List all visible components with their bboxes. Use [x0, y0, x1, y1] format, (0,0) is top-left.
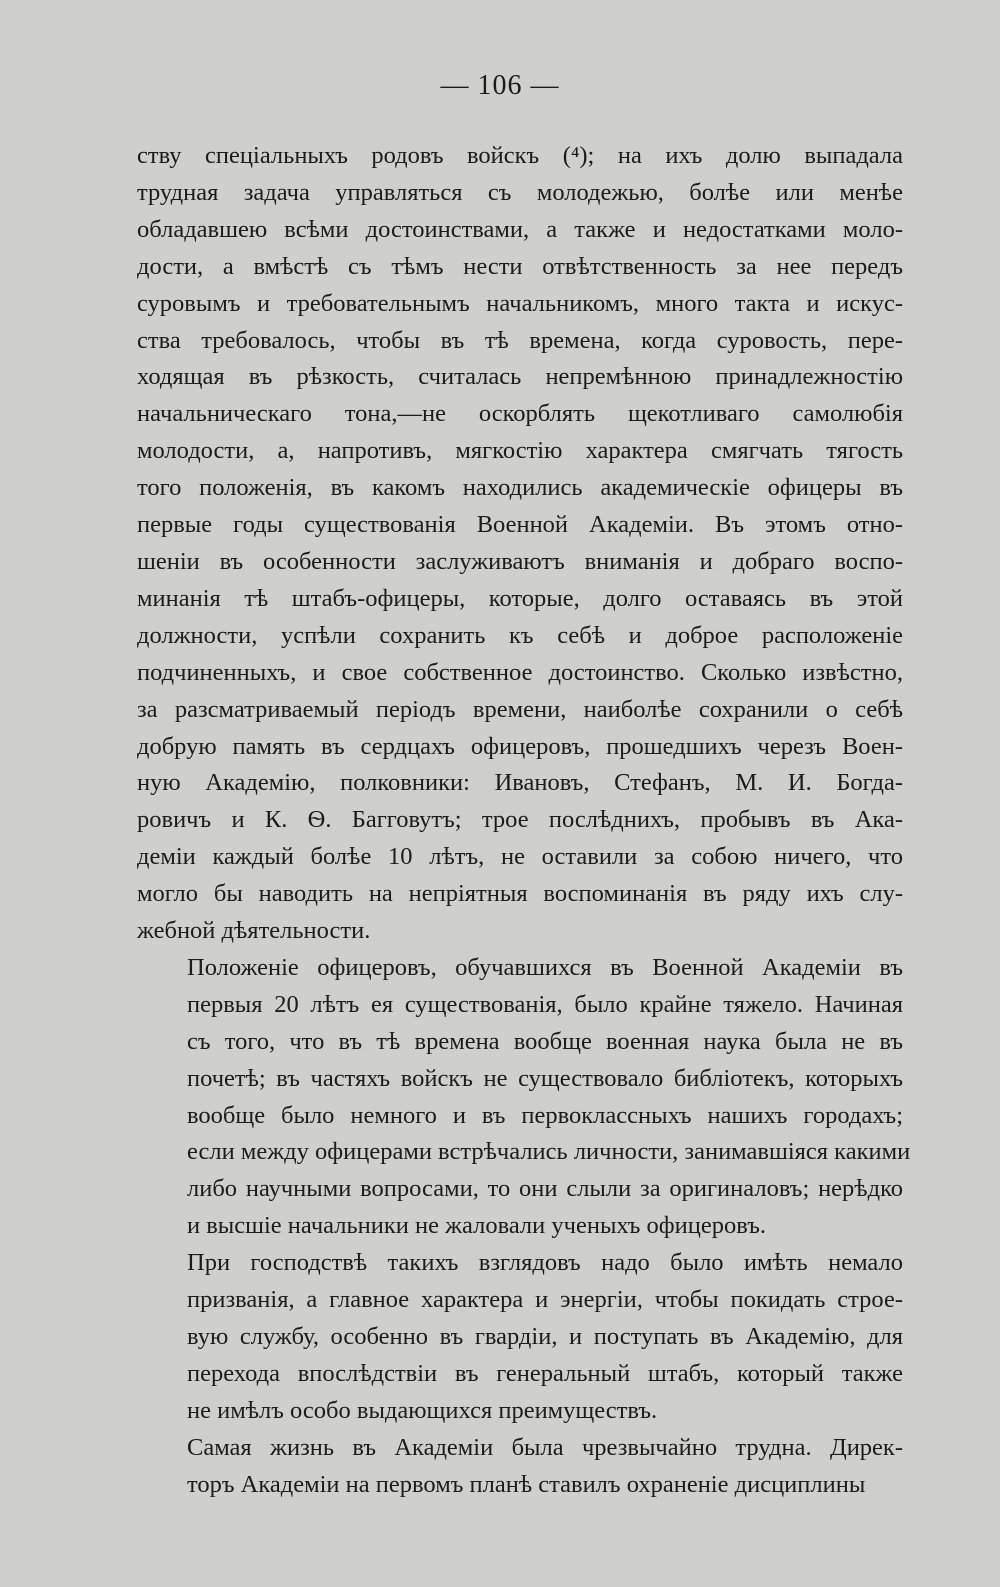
text-line: вообще было немного и въ первоклассныхъ нашихъ городахъ; — [187, 1101, 903, 1129]
text-line: за разсматриваемый періодъ времени, наиболѣе сохранили о себѣ — [137, 695, 903, 723]
text-line: ства требовалось, чтобы въ тѣ времена, когда суровость, пере- — [137, 326, 903, 354]
text-line: деміи каждый болѣе 10 лѣтъ, не оставили за собою ничего, что — [137, 843, 903, 871]
text-line: первые годы существованія Военной Академіи. Въ этомъ отно- — [137, 511, 903, 539]
text-line: минанія тѣ штабъ-офицеры, которые, долго оставаясь въ этой — [137, 584, 903, 612]
text-line: подчиненныхъ, и свое собственное достоинство. Сколько извѣстно, — [137, 658, 903, 686]
text-line: добрую память въ сердцахъ офицеровъ, прошедшихъ черезъ Воен- — [137, 732, 903, 760]
paragraph — [137, 1430, 903, 1504]
text-line: того положенія, въ какомъ находились академическіе офицеры въ — [137, 474, 903, 502]
text-line: Самая жизнь въ Академіи была чрезвычайно трудна. Дирек- — [187, 1433, 903, 1461]
text-line: молодости, а, напротивъ, мягкостію характера смягчать тягость — [137, 437, 903, 465]
text-line: ству спеціальныхъ родовъ войскъ (⁴); на ихъ долю выпадала — [137, 142, 903, 169]
text-line: ходящая въ рѣзкость, считалась непремѣнною принадлежностію — [137, 363, 903, 391]
paragraph — [137, 950, 911, 1245]
text-line: не имѣлъ особо выдающихся преимуществъ. — [187, 1396, 658, 1424]
body-text — [137, 138, 911, 1504]
paragraph — [137, 138, 903, 950]
text-line: должности, успѣли сохранить къ себѣ и доброе расположеніе — [137, 621, 903, 649]
text-line: жебной дѣятельности. — [137, 917, 371, 945]
text-line: вую службу, особенно въ гвардіи, и поступать въ Академію, для — [187, 1323, 903, 1350]
text-line: ровичъ и К. Ѳ. Багговутъ; трое послѣднихъ, пробывъ въ Ака- — [137, 806, 903, 834]
text-line: призванія, а главное характера и энергіи, чтобы покидать строе- — [187, 1286, 903, 1314]
text-line: торъ Академіи на первомъ планѣ ставилъ охраненіе дисциплины — [187, 1470, 866, 1498]
text-line: первыя 20 лѣтъ ея существованія, было крайне тяжело. Начиная — [187, 990, 903, 1018]
text-line: шеніи въ особенности заслуживаютъ вниманія и добраго воспо- — [137, 547, 903, 575]
text-line: почетѣ; въ частяхъ войскъ не существовало библіотекъ, которыхъ — [187, 1064, 903, 1092]
text-line: если между офицерами встрѣчались личности, занимавшіяся какими — [187, 1138, 911, 1166]
text-line: Положеніе офицеровъ, обучавшихся въ Военной Академіи въ — [187, 953, 903, 981]
text-line: и высшіе начальники не жаловали ученыхъ офицеровъ. — [187, 1212, 766, 1240]
page-number: — 106 — — [440, 70, 560, 101]
text-line: суровымъ и требовательнымъ начальникомъ, много такта и искус- — [137, 289, 903, 317]
text-line: трудная задача управляться съ молодежью, болѣе или менѣе — [137, 178, 903, 206]
text-line: обладавшею всѣми достоинствами, а также и недостатками моло- — [137, 215, 903, 243]
text-line: либо научными вопросами, то они слыли за оригиналовъ; нерѣдко — [187, 1175, 903, 1203]
text-line: ную Академію, полковники: Ивановъ, Стефанъ, М. И. Богда- — [137, 769, 903, 797]
text-line: дости, а вмѣстѣ съ тѣмъ нести отвѣтственность за нее передъ — [137, 252, 903, 280]
text-line: съ того, что въ тѣ времена вообще военная наука была не въ — [187, 1027, 903, 1055]
paragraph — [137, 1245, 903, 1430]
text-line: При господствѣ такихъ взглядовъ надо было имѣть немало — [187, 1249, 903, 1277]
text-line: перехода впослѣдствіи въ генеральный штабъ, который также — [187, 1359, 903, 1387]
text-line: начальническаго тона,—не оскорблять щекотливаго самолюбія — [137, 400, 903, 428]
text-line: могло бы наводить на непріятныя воспоминанія въ ряду ихъ слу- — [137, 880, 903, 908]
